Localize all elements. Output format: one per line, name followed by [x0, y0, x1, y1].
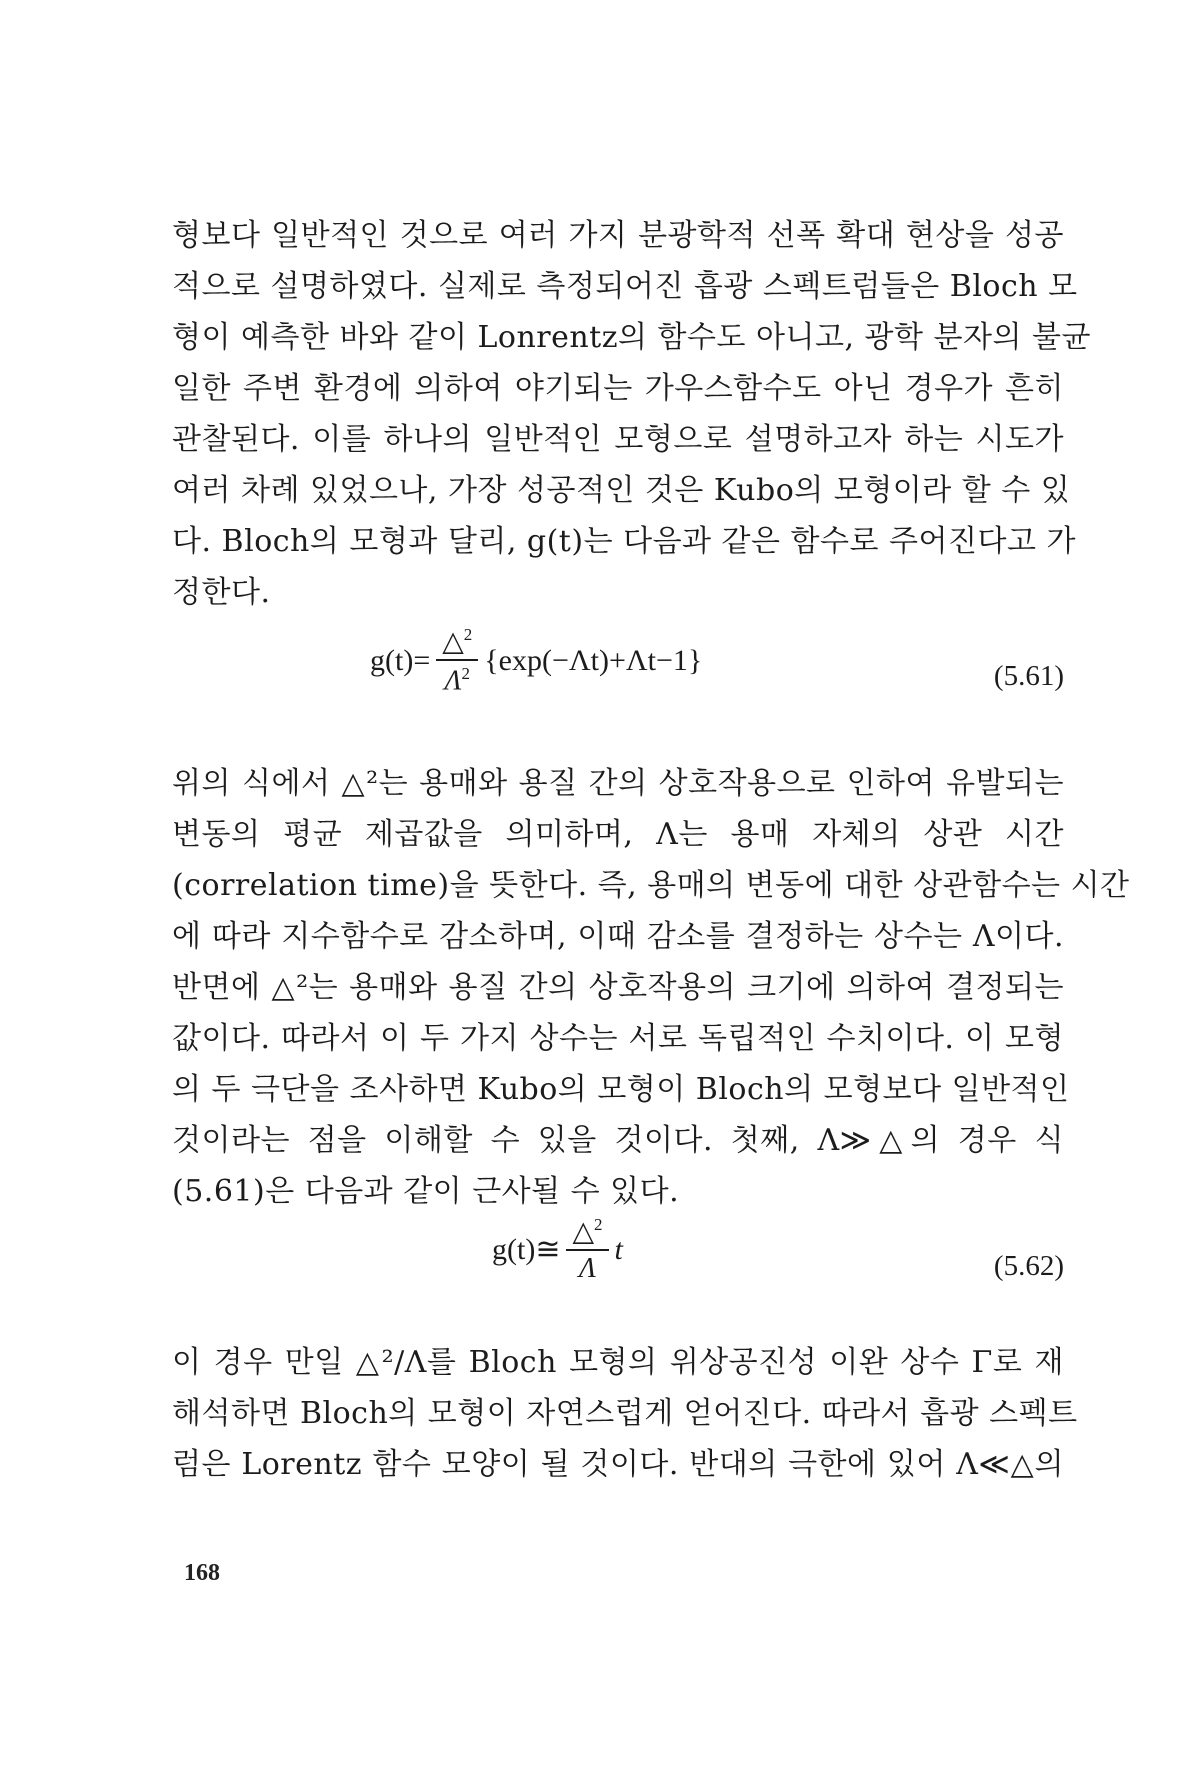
text-line: 정한다. — [172, 575, 271, 610]
text-line: 럼은 Lorentz 함수 모양이 될 것이다. 반대의 극한에 있어 Λ≪△의 — [172, 1447, 1064, 1482]
equation-rhs: {exp(−Λt)+Λt−1} — [484, 643, 703, 677]
text-line: 값이다. 따라서 이 두 가지 상수는 서로 독립적인 수치이다. 이 모형 — [172, 1021, 1064, 1056]
fraction-denominator — [445, 661, 470, 695]
equation-5-61 — [172, 622, 1064, 722]
paragraph-kubo-intro — [172, 210, 1091, 618]
equation-number: (5.61) — [993, 660, 1064, 692]
text-line: 의 두 극단을 조사하면 Kubo의 모형이 Bloch의 모형보다 일반적인 — [172, 1072, 1070, 1107]
denominator-symbol: Λ — [444, 665, 462, 697]
text-line: 위의 식에서 △²는 용매와 용질 간의 상호작용으로 인하여 유발되는 — [172, 766, 1064, 801]
denominator-exponent: 2 — [461, 664, 470, 684]
text-line: 변동의 평균 제곱값을 의미하며, Λ는 용매 자체의 상관 시간 — [172, 817, 1064, 852]
equation-fraction — [566, 1216, 608, 1283]
fraction-denominator — [579, 1251, 596, 1283]
numerator-symbol: △ — [442, 626, 464, 658]
text-line: 관찰된다. 이를 하나의 일반적인 모형으로 설명하고자 하는 시도가 — [172, 422, 1064, 457]
text-line: 에 따라 지수함수로 감소하며, 이때 감소를 결정하는 상수는 Λ이다. — [172, 919, 1064, 954]
text-line: 일한 주변 환경에 의하여 야기되는 가우스함수도 아닌 경우가 흔히 — [172, 371, 1064, 406]
fraction-numerator — [436, 626, 478, 661]
numerator-symbol: △ — [572, 1216, 594, 1248]
equation-fraction — [436, 626, 478, 696]
paragraph-limits — [172, 1337, 1078, 1490]
text-line: 해석하면 Bloch의 모형이 자연스럽게 얻어진다. 따라서 흡광 스펙트 — [172, 1396, 1078, 1431]
equation-lhs: g(t)= — [370, 643, 431, 677]
text-line: 반면에 △²는 용매와 용질 간의 상호작용의 크기에 의하여 결정되는 — [172, 970, 1064, 1005]
text-line: 적으로 설명하였다. 실제로 측정되어진 흡광 스펙트럼들은 Bloch 모 — [172, 269, 1078, 304]
equation-body — [492, 1216, 623, 1283]
equation-rhs: t — [614, 1232, 623, 1266]
page-number: 168 — [184, 1560, 220, 1586]
text-line: 이 경우 만일 △²/Λ를 Bloch 모형의 위상공진성 이완 상수 Γ로 재 — [172, 1345, 1064, 1380]
text-line: (correlation time)을 뜻한다. 즉, 용매의 변동에 대한 상관함수는 시간 — [172, 868, 1130, 903]
equation-lhs: g(t)≅ — [492, 1233, 561, 1267]
text-line: 여러 차례 있었으나, 가장 성공적인 것은 Kubo의 모형이라 할 수 있 — [172, 473, 1071, 508]
equation-number: (5.62) — [993, 1250, 1064, 1282]
text-line: (5.61)은 다음과 같이 근사될 수 있다. — [172, 1174, 680, 1209]
paragraph-kubo-parameters — [172, 758, 1130, 1217]
text-line: 것이라는 점을 이해할 수 있을 것이다. 첫째, Λ≫△의 경우 식 — [172, 1123, 1064, 1158]
text-line: 다. Bloch의 모형과 달리, g(t)는 다음과 같은 함수로 주어진다고 가 — [172, 524, 1076, 559]
fraction-numerator — [566, 1216, 608, 1251]
numerator-exponent: 2 — [463, 625, 473, 644]
equation-5-62 — [172, 1210, 1064, 1310]
text-line: 형이 예측한 바와 같이 Lonrentz의 함수도 아니고, 광학 분자의 불균 — [172, 320, 1091, 355]
equation-body — [370, 626, 702, 696]
text-line: 형보다 일반적인 것으로 여러 가지 분광학적 선폭 확대 현상을 성공 — [172, 218, 1064, 253]
numerator-exponent: 2 — [594, 1215, 603, 1234]
denominator-symbol: Λ — [579, 1253, 596, 1285]
